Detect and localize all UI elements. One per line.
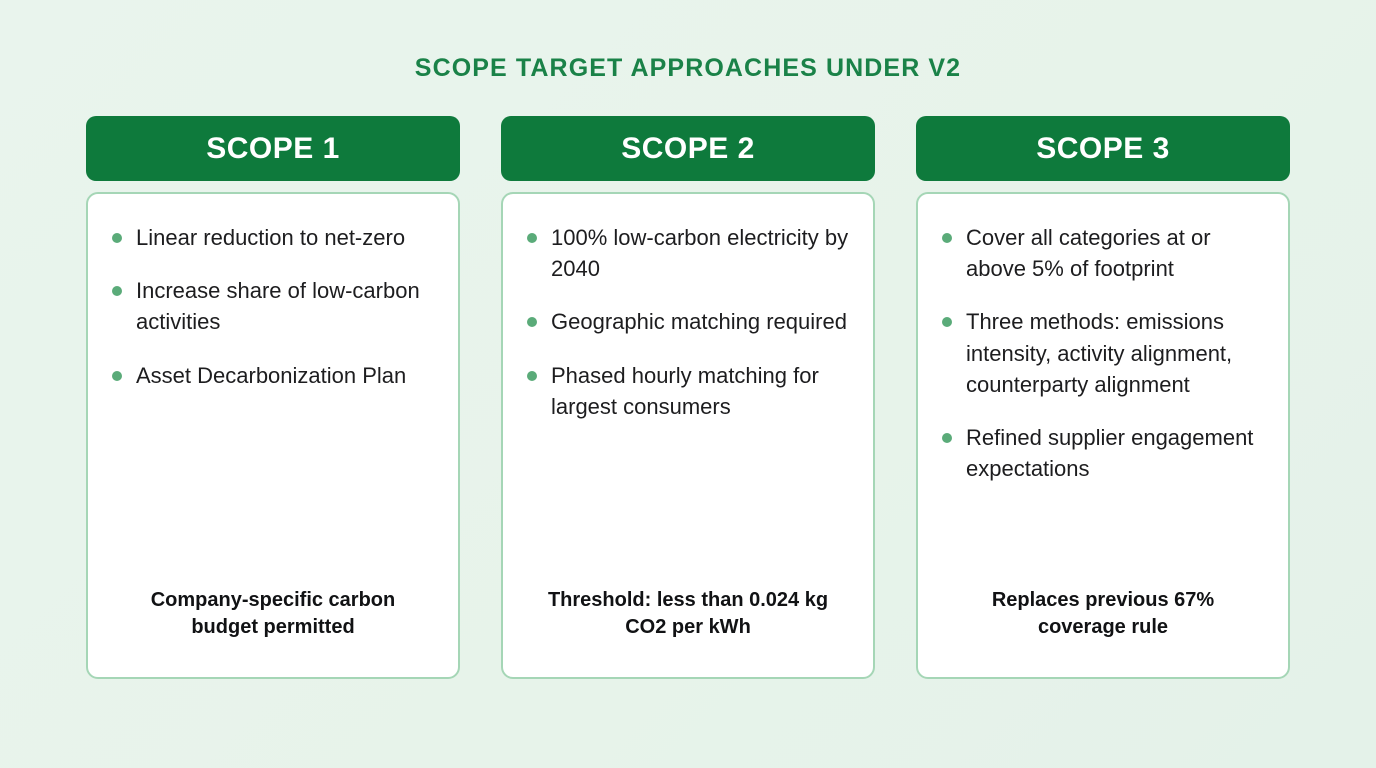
list-item <box>942 422 1264 484</box>
scope-3-header: SCOPE 3 <box>916 116 1290 181</box>
bullet-dot-icon <box>527 371 537 381</box>
scope-columns <box>0 116 1376 679</box>
list-item <box>112 275 434 337</box>
bullet-text: Asset Decarbonization Plan <box>136 362 407 388</box>
scope-2-footnote: Threshold: less than 0.024 kg CO2 per kWh <box>547 589 829 638</box>
bullet-dot-icon <box>527 233 537 243</box>
scope-3-bullet-list <box>942 222 1264 587</box>
list-item <box>942 222 1264 284</box>
bullet-dot-icon <box>942 233 952 243</box>
scope-column-1 <box>86 116 460 679</box>
bullet-dot-icon <box>942 317 952 327</box>
bullet-dot-icon <box>527 317 537 327</box>
scope-2-header: SCOPE 2 <box>501 116 875 181</box>
bullet-dot-icon <box>112 233 122 243</box>
scope-1-footnote: Company-specific carbon budget permitted <box>150 589 396 638</box>
bullet-text: Increase share of low-carbon activities <box>136 278 420 335</box>
list-item <box>112 222 434 253</box>
scope-3-card <box>916 192 1290 679</box>
scope-column-2 <box>501 116 875 679</box>
list-item <box>942 306 1264 400</box>
bullet-text: Phased hourly matching for largest consumers <box>551 362 819 419</box>
scope-3-footnote: Replaces previous 67% coverage rule <box>991 589 1215 638</box>
list-item <box>112 360 434 391</box>
bullet-dot-icon <box>112 286 122 296</box>
page-title: SCOPE TARGET APPROACHES UNDER V2 <box>414 54 962 82</box>
bullet-text: Geographic matching required <box>551 309 847 335</box>
list-item <box>527 306 849 337</box>
scope-2-bullet-list <box>527 222 849 587</box>
scope-1-header: SCOPE 1 <box>86 116 460 181</box>
scope-column-3 <box>916 116 1290 679</box>
bullet-text: Linear reduction to net-zero <box>136 225 406 250</box>
bullet-text: Cover all categories at or above 5% of footprint <box>966 225 1211 282</box>
bullet-dot-icon <box>112 371 122 381</box>
list-item <box>527 360 849 422</box>
scope-1-bullet-list <box>112 222 434 587</box>
bullet-dot-icon <box>942 433 952 443</box>
bullet-text: 100% low-carbon electricity by 2040 <box>551 225 849 282</box>
list-item <box>527 222 849 284</box>
scope-1-card <box>86 192 460 679</box>
scope-2-card <box>501 192 875 679</box>
bullet-text: Three methods: emissions intensity, activity alignment, counterparty alignment <box>966 309 1233 397</box>
bullet-text: Refined supplier engagement expectations <box>966 425 1254 482</box>
